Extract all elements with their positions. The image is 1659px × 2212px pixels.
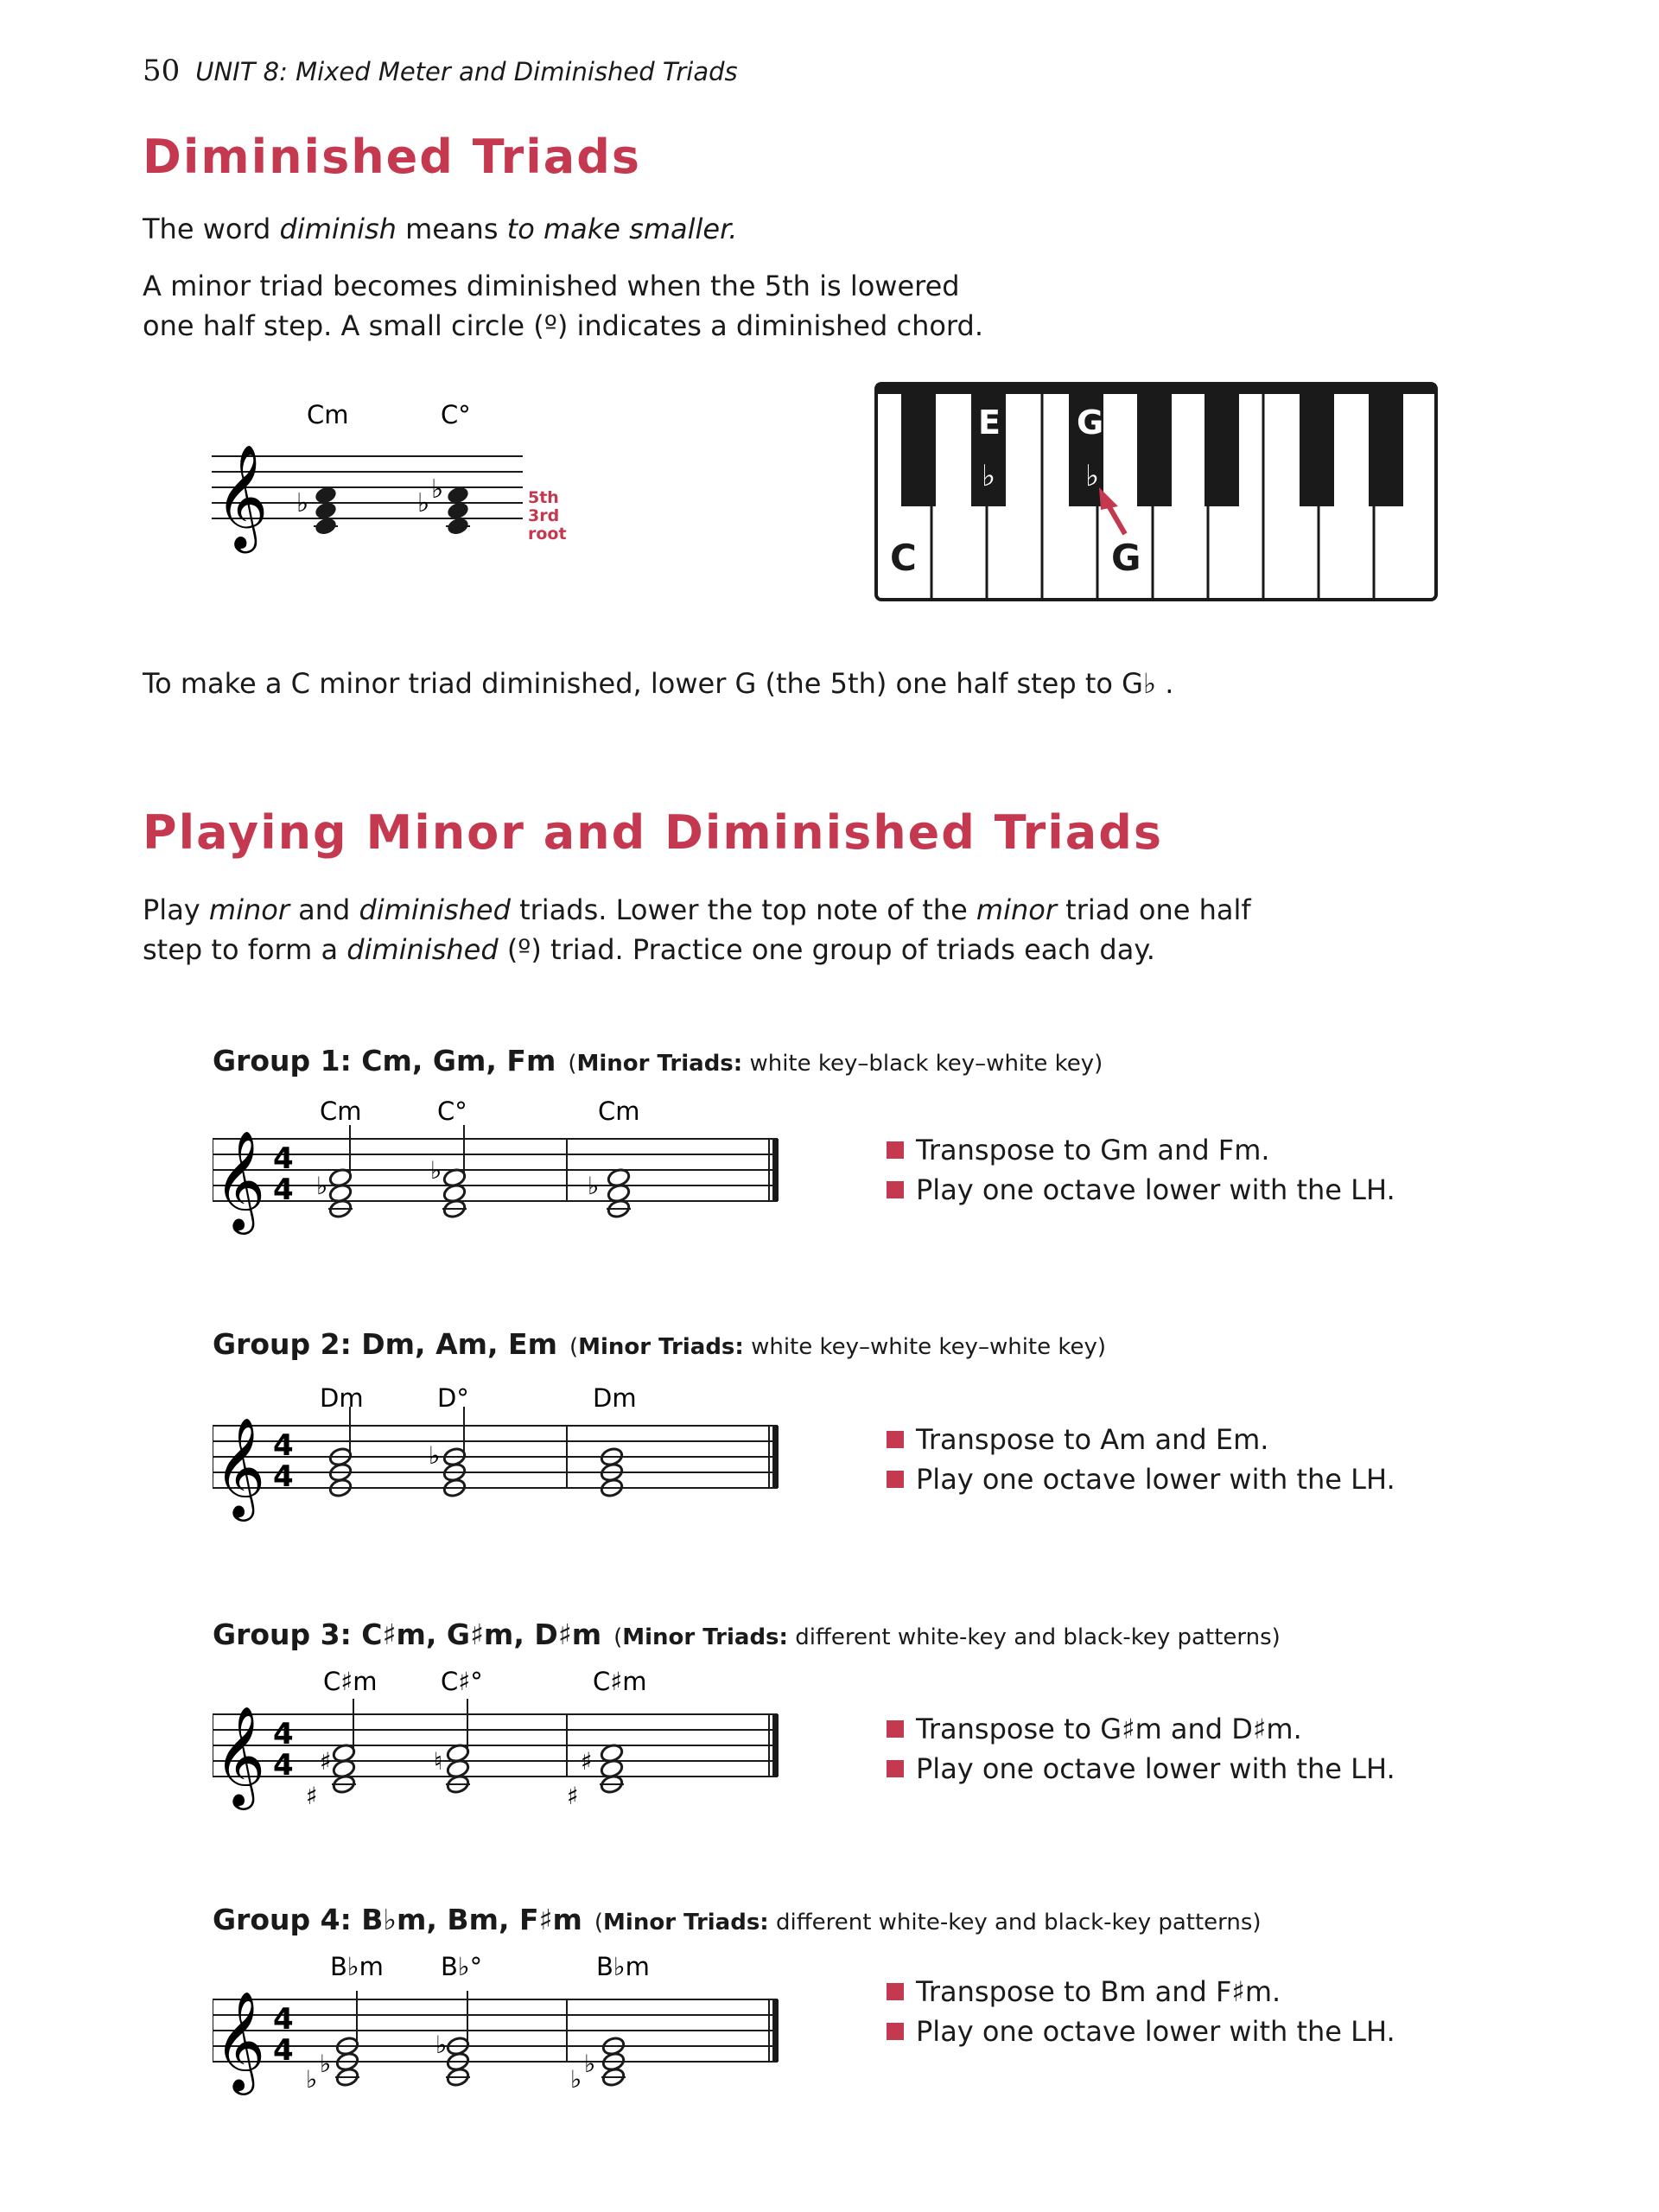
list-item: Play one octave lower with the LH. <box>887 1749 1395 1789</box>
treble-clef-icon: 𝄞 <box>215 443 269 549</box>
sharp-icon: ♯ <box>306 1782 318 1810</box>
chord-label: B♭m <box>330 1952 384 1981</box>
bullet-square-icon <box>887 1431 904 1448</box>
group-2-bullets <box>887 1420 1395 1499</box>
time-signature-top: 4 <box>273 2002 294 2037</box>
list-item: Transpose to Am and Em. <box>887 1420 1395 1459</box>
list-item: Play one octave lower with the LH. <box>887 1459 1395 1499</box>
time-signature-top: 4 <box>273 1428 294 1463</box>
chord-label-cm: Cm <box>307 400 349 429</box>
time-signature-bottom: 4 <box>273 2033 294 2068</box>
unit-title: UNIT 8: Mixed Meter and Diminished Triads <box>195 57 738 86</box>
chord-label: C♯° <box>441 1667 483 1696</box>
flat-icon: ♭ <box>570 2065 582 2094</box>
label-5th: 5th <box>528 488 559 507</box>
treble-clef-icon: 𝄞 <box>214 1129 266 1230</box>
chord-label: D° <box>437 1383 469 1413</box>
group-2-heading: Group 2: Dm, Am, Em (Minor Triads: white key–white key–white key) <box>213 1327 1107 1361</box>
flat-icon: ♭ <box>296 488 309 518</box>
flat-icon: ♭ <box>431 474 444 505</box>
flat-icon: ♭ <box>588 1172 600 1200</box>
group-4-heading: Group 4: B♭m, Bm, F♯m (Minor Triads: different white-key and black-key patterns) <box>213 1903 1262 1936</box>
chord-label: Cm <box>320 1096 362 1126</box>
key-label-e: E <box>978 404 1001 442</box>
group-3-staff <box>213 1661 791 1834</box>
chord-label: Dm <box>320 1383 364 1413</box>
bullet-square-icon <box>887 1983 904 2000</box>
time-signature-top: 4 <box>273 1717 294 1751</box>
flat-icon: ♭ <box>320 2050 332 2078</box>
key-label-g-white: G <box>1111 537 1141 579</box>
diminished-caption: To make a C minor triad diminished, lower G (the 5th) one half step to G♭ . <box>143 667 1174 700</box>
sharp-icon: ♯ <box>320 1747 332 1776</box>
natural-icon: ♮ <box>434 1747 443 1776</box>
page-number: 50 <box>143 54 181 88</box>
flat-icon: ♭ <box>435 2031 448 2059</box>
cm-cdim-staff-example <box>212 397 592 562</box>
group-2-staff <box>213 1377 791 1533</box>
list-item: Play one octave lower with the LH. <box>887 2012 1395 2051</box>
chord-label-cdim: C° <box>441 400 471 429</box>
time-signature-bottom: 4 <box>273 1173 294 1207</box>
group-4-staff <box>213 1946 791 2119</box>
list-item: Transpose to Bm and F♯m. <box>887 1972 1395 2012</box>
page-header <box>143 54 738 88</box>
group-3-heading: Group 3: C♯m, G♯m, D♯m (Minor Triads: different white-key and black-key patterns) <box>213 1618 1281 1651</box>
list-item: Transpose to G♯m and D♯m. <box>887 1709 1395 1749</box>
group-4-bullets <box>887 1972 1395 2051</box>
cdim-triad <box>417 474 470 537</box>
chord-1 <box>328 1407 353 1498</box>
key-label-gflat: ♭ <box>1085 459 1100 493</box>
chord-1 <box>306 1991 359 2094</box>
bullet-square-icon <box>887 1720 904 1738</box>
bullet-square-icon <box>887 1471 904 1488</box>
group-3-bullets <box>887 1709 1395 1789</box>
treble-clef-icon: 𝄞 <box>214 1416 266 1517</box>
key-label-g: G <box>1077 404 1104 442</box>
chord-label: Cm <box>598 1096 640 1126</box>
label-3rd: 3rd <box>528 506 560 525</box>
chord-3 <box>588 1167 631 1219</box>
treble-clef-icon: 𝄞 <box>214 1705 266 1806</box>
explanation-paragraph: A minor triad becomes diminished when the 5th is lowered one half step. A small circle (º) indicates a diminished chord. <box>143 270 983 342</box>
flat-icon: ♭ <box>316 1172 328 1200</box>
time-signature-top: 4 <box>273 1141 294 1176</box>
section-title-playing: Playing Minor and Diminished Triads <box>143 805 1164 860</box>
treble-clef-icon: 𝄞 <box>214 1990 266 2091</box>
section-title-diminished: Diminished Triads <box>143 130 642 184</box>
flat-icon: ♭ <box>430 1156 442 1185</box>
chord-1 <box>306 1699 356 1810</box>
chord-label: C♯m <box>323 1667 378 1696</box>
time-signature-bottom: 4 <box>273 1748 294 1783</box>
chord-label: Dm <box>593 1383 637 1413</box>
group-1-bullets <box>887 1130 1395 1210</box>
time-signature-bottom: 4 <box>273 1459 294 1494</box>
bullet-square-icon <box>887 1760 904 1777</box>
sharp-icon: ♯ <box>581 1747 593 1776</box>
chord-label: B♭m <box>596 1952 650 1981</box>
bullet-square-icon <box>887 2023 904 2040</box>
group-1-heading: Group 1: Cm, Gm, Fm (Minor Triads: white key–black key–white key) <box>213 1044 1103 1077</box>
key-label-c-white: C <box>890 537 917 579</box>
chord-label: C♯m <box>593 1667 647 1696</box>
flat-icon: ♭ <box>584 2050 596 2078</box>
instructions-paragraph: Play minor and diminished triads. Lower the top note of the minor triad one half step to form a diminished (º) triad. Practice one group of triads each day. <box>143 893 1251 966</box>
key-label-eflat: ♭ <box>982 459 996 493</box>
bullet-square-icon <box>887 1141 904 1159</box>
flat-icon: ♭ <box>417 488 430 518</box>
chord-2 <box>435 1991 470 2088</box>
flat-icon: ♭ <box>306 2065 318 2094</box>
label-root: root <box>528 524 567 543</box>
sharp-icon: ♯ <box>567 1782 579 1810</box>
chord-label: C° <box>437 1096 467 1126</box>
chord-3 <box>570 2036 626 2094</box>
bullet-square-icon <box>887 1181 904 1198</box>
chord-2 <box>429 1407 467 1498</box>
piano-keyboard-diagram <box>873 380 1443 605</box>
flat-icon: ♭ <box>429 1441 441 1470</box>
list-item: Transpose to Gm and Fm. <box>887 1130 1395 1170</box>
black-keys <box>901 394 1403 506</box>
definition-paragraph: The word diminish means to make smaller. <box>143 213 738 245</box>
chord-2 <box>434 1699 470 1795</box>
chord-label: B♭° <box>441 1952 483 1981</box>
list-item: Play one octave lower with the LH. <box>887 1170 1395 1210</box>
cm-triad <box>296 485 338 537</box>
group-1-staff <box>213 1090 791 1246</box>
